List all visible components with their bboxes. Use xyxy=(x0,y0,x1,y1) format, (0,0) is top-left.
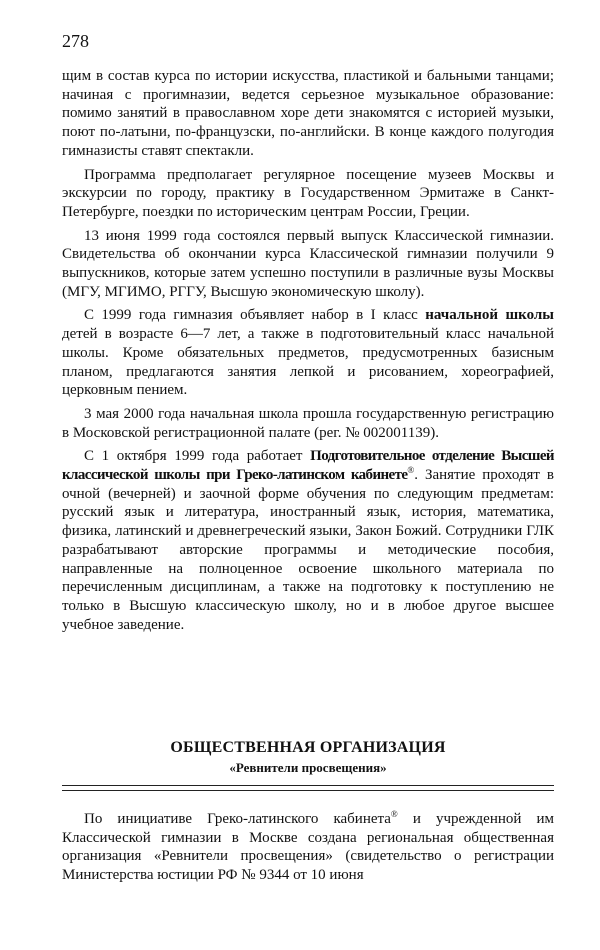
paragraph-first-graduation: 13 июня 1999 года состоялся первый выпуск Классической гимназии. Свидетельства об окончании курса Классической гимназии получили 9 выпускников, которые затем успешно поступили в различные вузы Москвы (МГУ, МГИМО, РГГУ, Высшую экономическую школу). xyxy=(62,227,554,300)
paragraph-continuation: щим в состав курса по истории искусства, пластикой и бальными танцами; начиная с прогимназии, ведется серьезное музыкальное образование: помимо занятий в православном хоре дети знакомятся с историей музыки, поют по-латыни, по-французски, по-английски. В конце каждого полугодия гимназисты ставят спектакли. xyxy=(62,68,554,159)
paragraph-registration: 3 мая 2000 года начальная школа прошла государственную регистрацию в Московской регистрационной палате (рег. № 002001139). xyxy=(62,405,554,441)
text-run: С 1 октября 1999 года работает xyxy=(84,448,311,465)
text-run: и учрежденной им Классической гимназии в Москве создана региональная общественная организация «Ревнители просвещения» (свидетельство о регистрации Министерства юстиции РФ № 9344 от 10 июня xyxy=(62,811,554,884)
section-title: ОБЩЕСТВЕННАЯ ОРГАНИЗАЦИЯ xyxy=(170,739,446,756)
section-heading xyxy=(62,738,554,776)
registered-mark: ® xyxy=(407,465,415,476)
paragraph-organization xyxy=(62,810,554,885)
text-run: С 1999 года гимназия объявляет набор в I класс xyxy=(84,307,426,324)
paragraph-preparatory-department xyxy=(62,447,554,634)
section-subtitle: «Ревнители просвещения» xyxy=(229,760,387,775)
bold-term-primary-school: начальной школы xyxy=(425,307,554,324)
bold-term-preparatory-department: Подготовительное отделение Высшей классической школы при Греко-латинском кабинете xyxy=(62,448,554,484)
section-divider-bottom xyxy=(62,790,554,791)
paragraph-primary-school xyxy=(62,306,554,400)
paragraph-excursions: Программа предполагает регулярное посещение музеев Москвы и экскурсии по городу, практику в Государственном Эрмитаже в Санкт-Петербурге, поездки по историческим центрам России, Греции. xyxy=(62,166,554,220)
text-run: детей в возрасте 6—7 лет, а также в подготовительный класс начальной школы. Кроме обязательных предметов, предусмотренных базисным планом, предлагаются занятия лепкой и рисованием, хореографией, церковным пением. xyxy=(62,326,554,399)
page-number: 278 xyxy=(62,31,89,51)
text-run: По инициативе Греко-латинского кабинета xyxy=(84,811,391,827)
section-divider-top xyxy=(62,785,554,786)
text-run: . Занятие проходят в очной (вечерней) и заочной форме обучения по следующим предметам: русский язык и литература, иностранный язык, история, математика, физика, латинский и древнегреческий языки, Закон Божий. Сотрудники ГЛК разрабатывают авторские программы и методические пособия, направленные на полноценное освоение школьного материала по перечисленным дисциплинам, а также на подготовку к поступлению не только в Высшую классическую школу, но и в любое другое высшее учебное заведение. xyxy=(62,467,554,633)
registered-mark: ® xyxy=(390,809,398,819)
main-text xyxy=(62,67,554,634)
section-text xyxy=(62,810,554,885)
